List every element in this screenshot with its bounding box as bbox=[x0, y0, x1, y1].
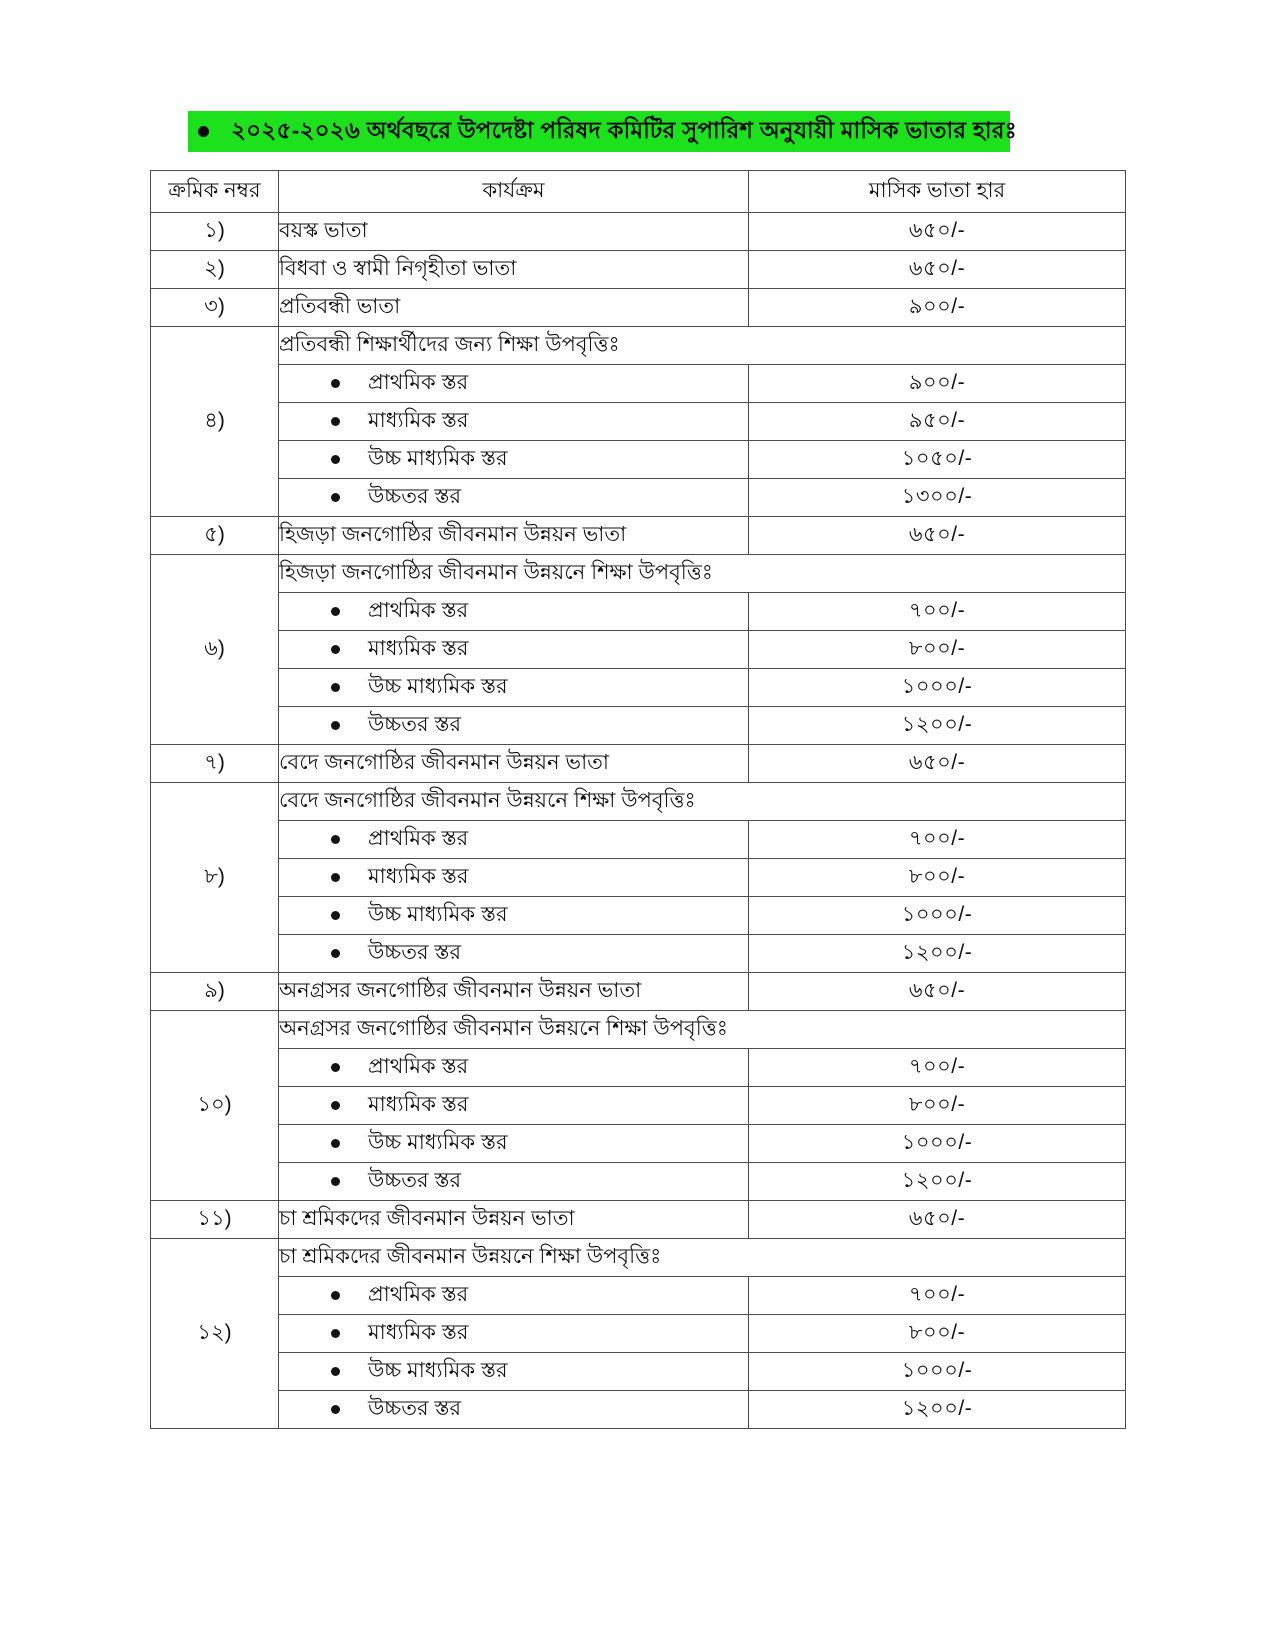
group-title-cell: প্রতিবন্ধী শিক্ষার্থীদের জন্য শিক্ষা উপবৃত্তিঃ bbox=[279, 327, 1126, 365]
bullet-row bbox=[151, 441, 1126, 479]
bullet-item bbox=[279, 1278, 748, 1313]
bullet-row bbox=[151, 631, 1126, 669]
header-row bbox=[151, 171, 1126, 213]
bullet-item-label: উচ্চ মাধ্যমিক স্তর bbox=[368, 1131, 508, 1154]
bullet-item bbox=[279, 442, 748, 477]
rate-cell: ১০০০/- bbox=[749, 1353, 1126, 1391]
serial-cell: ৫) bbox=[151, 517, 279, 555]
program-cell: বয়স্ক ভাতা bbox=[279, 213, 749, 251]
bullet-icon bbox=[331, 379, 340, 388]
bullet-item-label: প্রাথমিক স্তর bbox=[368, 827, 469, 850]
program-cell bbox=[279, 669, 749, 707]
bullet-item bbox=[279, 480, 748, 515]
group-title-cell: চা শ্রমিকদের জীবনমান উন্নয়নে শিক্ষা উপবৃত্তিঃ bbox=[279, 1239, 1126, 1277]
rate-cell: ৬৫০/- bbox=[749, 517, 1126, 555]
bullet-icon bbox=[331, 835, 340, 844]
bullet-row bbox=[151, 1049, 1126, 1087]
rate-cell: ৬৫০/- bbox=[749, 213, 1126, 251]
bullet-icon bbox=[331, 607, 340, 616]
bullet-row bbox=[151, 1163, 1126, 1201]
bullet-icon bbox=[331, 1367, 340, 1376]
rate-cell: ১২০০/- bbox=[749, 1163, 1126, 1201]
header-serial: ক্রমিক নম্বর bbox=[151, 171, 279, 213]
table-row bbox=[151, 745, 1126, 783]
bullet-icon bbox=[331, 1139, 340, 1148]
bullet-icon bbox=[331, 873, 340, 882]
serial-cell: ২) bbox=[151, 251, 279, 289]
bullet-icon bbox=[331, 645, 340, 654]
program-cell bbox=[279, 1353, 749, 1391]
program-cell bbox=[279, 1049, 749, 1087]
bullet-row bbox=[151, 1125, 1126, 1163]
rate-cell: ৯০০/- bbox=[749, 289, 1126, 327]
program-cell bbox=[279, 859, 749, 897]
bullet-icon bbox=[331, 455, 340, 464]
rate-cell: ৬৫০/- bbox=[749, 1201, 1126, 1239]
rate-cell: ১২০০/- bbox=[749, 935, 1126, 973]
bullet-icon bbox=[331, 493, 340, 502]
bullet-item bbox=[279, 594, 748, 629]
group-header-row bbox=[151, 555, 1126, 593]
program-cell bbox=[279, 897, 749, 935]
program-cell bbox=[279, 821, 749, 859]
program-cell bbox=[279, 403, 749, 441]
bullet-item bbox=[279, 822, 748, 857]
bullet-item-label: উচ্চ মাধ্যমিক স্তর bbox=[368, 447, 508, 470]
bullet-icon bbox=[331, 911, 340, 920]
bullet-item-label: মাধ্যমিক স্তর bbox=[368, 637, 469, 660]
group-header-row bbox=[151, 783, 1126, 821]
header-program: কার্যক্রম bbox=[279, 171, 749, 213]
program-cell bbox=[279, 1163, 749, 1201]
rate-cell: ৭০০/- bbox=[749, 1277, 1126, 1315]
allowance-table-container bbox=[150, 170, 1125, 1429]
rate-cell: ১০৫০/- bbox=[749, 441, 1126, 479]
bullet-item bbox=[279, 898, 748, 933]
bullet-item-label: মাধ্যমিক স্তর bbox=[368, 409, 469, 432]
serial-cell: ১০) bbox=[151, 1011, 279, 1201]
table-row bbox=[151, 251, 1126, 289]
program-cell: প্রতিবন্ধী ভাতা bbox=[279, 289, 749, 327]
table-row bbox=[151, 973, 1126, 1011]
bullet-row bbox=[151, 669, 1126, 707]
serial-cell: ৮) bbox=[151, 783, 279, 973]
serial-cell: ৭) bbox=[151, 745, 279, 783]
bullet-icon bbox=[331, 417, 340, 426]
bullet-icon bbox=[331, 1329, 340, 1338]
bullet-icon bbox=[331, 1405, 340, 1414]
bullet-row bbox=[151, 859, 1126, 897]
bullet-item-label: প্রাথমিক স্তর bbox=[368, 1283, 469, 1306]
rate-cell: ১০০০/- bbox=[749, 669, 1126, 707]
serial-cell: ১১) bbox=[151, 1201, 279, 1239]
serial-cell: ১২) bbox=[151, 1239, 279, 1429]
bullet-item bbox=[279, 670, 748, 705]
serial-cell: ১) bbox=[151, 213, 279, 251]
rate-cell: ৭০০/- bbox=[749, 821, 1126, 859]
bullet-row bbox=[151, 365, 1126, 403]
program-cell: বিধবা ও স্বামী নিগৃহীতা ভাতা bbox=[279, 251, 749, 289]
serial-cell: ৩) bbox=[151, 289, 279, 327]
bullet-item bbox=[279, 708, 748, 743]
rate-cell: ১০০০/- bbox=[749, 1125, 1126, 1163]
rate-cell: ৬৫০/- bbox=[749, 973, 1126, 1011]
rate-cell: ৮০০/- bbox=[749, 631, 1126, 669]
bullet-icon bbox=[331, 1177, 340, 1186]
serial-cell: ৪) bbox=[151, 327, 279, 517]
table-body bbox=[151, 213, 1126, 1429]
bullet-item-label: প্রাথমিক স্তর bbox=[368, 599, 469, 622]
program-cell bbox=[279, 1391, 749, 1429]
rate-cell: ৭০০/- bbox=[749, 593, 1126, 631]
rate-cell: ১২০০/- bbox=[749, 707, 1126, 745]
bullet-item-label: উচ্চতর স্তর bbox=[368, 485, 462, 508]
bullet-item-label: উচ্চ মাধ্যমিক স্তর bbox=[368, 903, 508, 926]
bullet-item bbox=[279, 632, 748, 667]
bullet-item bbox=[279, 1316, 748, 1351]
rate-cell: ৬৫০/- bbox=[749, 251, 1126, 289]
rate-cell: ১২০০/- bbox=[749, 1391, 1126, 1429]
bullet-item bbox=[279, 1392, 748, 1427]
program-cell bbox=[279, 365, 749, 403]
bullet-icon bbox=[331, 1291, 340, 1300]
rate-cell: ৮০০/- bbox=[749, 859, 1126, 897]
program-cell bbox=[279, 1087, 749, 1125]
program-cell: বেদে জনগোষ্ঠির জীবনমান উন্নয়ন ভাতা bbox=[279, 745, 749, 783]
rate-cell: ৯০০/- bbox=[749, 365, 1126, 403]
table-row bbox=[151, 289, 1126, 327]
bullet-item bbox=[279, 1164, 748, 1199]
title-highlight bbox=[188, 111, 1017, 152]
bullet-item-label: মাধ্যমিক স্তর bbox=[368, 1321, 469, 1344]
bullet-item bbox=[279, 936, 748, 971]
bullet-item bbox=[279, 1354, 748, 1389]
group-title-cell: বেদে জনগোষ্ঠির জীবনমান উন্নয়নে শিক্ষা উপবৃত্তিঃ bbox=[279, 783, 1126, 821]
bullet-item bbox=[279, 1088, 748, 1123]
bullet-item-label: উচ্চতর স্তর bbox=[368, 941, 462, 964]
bullet-row bbox=[151, 1353, 1126, 1391]
bullet-item-label: মাধ্যমিক স্তর bbox=[368, 1093, 469, 1116]
bullet-item bbox=[279, 1126, 748, 1161]
bullet-row bbox=[151, 1277, 1126, 1315]
program-cell bbox=[279, 1125, 749, 1163]
group-header-row bbox=[151, 1011, 1126, 1049]
program-cell bbox=[279, 1315, 749, 1353]
table-row bbox=[151, 517, 1126, 555]
bullet-item bbox=[279, 404, 748, 439]
bullet-row bbox=[151, 593, 1126, 631]
bullet-item bbox=[279, 860, 748, 895]
program-cell bbox=[279, 631, 749, 669]
program-cell: অনগ্রসর জনগোষ্ঠির জীবনমান উন্নয়ন ভাতা bbox=[279, 973, 749, 1011]
bullet-icon bbox=[331, 1101, 340, 1110]
group-header-row bbox=[151, 327, 1126, 365]
bullet-row bbox=[151, 1315, 1126, 1353]
bullet-item bbox=[279, 366, 748, 401]
group-title-cell: অনগ্রসর জনগোষ্ঠির জীবনমান উন্নয়নে শিক্ষা উপবৃত্তিঃ bbox=[279, 1011, 1126, 1049]
header-rate: মাসিক ভাতা হার bbox=[749, 171, 1126, 213]
rate-cell: ১০০০/- bbox=[749, 897, 1126, 935]
serial-cell: ৯) bbox=[151, 973, 279, 1011]
bullet-item-label: উচ্চতর স্তর bbox=[368, 1169, 462, 1192]
bullet-row bbox=[151, 1391, 1126, 1429]
program-cell bbox=[279, 441, 749, 479]
bullet-item-label: উচ্চতর স্তর bbox=[368, 1397, 462, 1420]
program-cell: চা শ্রমিকদের জীবনমান উন্নয়ন ভাতা bbox=[279, 1201, 749, 1239]
program-cell: হিজড়া জনগোষ্ঠির জীবনমান উন্নয়ন ভাতা bbox=[279, 517, 749, 555]
bullet-item-label: প্রাথমিক স্তর bbox=[368, 1055, 469, 1078]
bullet-row bbox=[151, 403, 1126, 441]
bullet-item-label: প্রাথমিক স্তর bbox=[368, 371, 469, 394]
bullet-row bbox=[151, 897, 1126, 935]
bullet-item-label: উচ্চ মাধ্যমিক স্তর bbox=[368, 1359, 508, 1382]
rate-cell: ৬৫০/- bbox=[749, 745, 1126, 783]
bullet-row bbox=[151, 821, 1126, 859]
bullet-row bbox=[151, 707, 1126, 745]
program-cell bbox=[279, 707, 749, 745]
bullet-item-label: উচ্চ মাধ্যমিক স্তর bbox=[368, 675, 508, 698]
program-cell bbox=[279, 479, 749, 517]
table-row bbox=[151, 213, 1126, 251]
rate-cell: ৮০০/- bbox=[749, 1315, 1126, 1353]
rate-cell: ১৩০০/- bbox=[749, 479, 1126, 517]
program-cell bbox=[279, 1277, 749, 1315]
bullet-icon bbox=[331, 683, 340, 692]
program-cell bbox=[279, 935, 749, 973]
bullet-icon bbox=[331, 721, 340, 730]
allowance-table bbox=[150, 170, 1126, 1429]
serial-cell: ৬) bbox=[151, 555, 279, 745]
title-bullet-icon bbox=[198, 126, 209, 137]
rate-cell: ৯৫০/- bbox=[749, 403, 1126, 441]
program-cell bbox=[279, 593, 749, 631]
group-header-row bbox=[151, 1239, 1126, 1277]
bullet-item bbox=[279, 1050, 748, 1085]
page-title: ২০২৫-২০২৬ অর্থবছরে উপদেষ্টা পরিষদ কমিটির সুপারিশ অনুযায়ী মাসিক ভাতার হারঃ bbox=[231, 117, 1017, 143]
bullet-item-label: মাধ্যমিক স্তর bbox=[368, 865, 469, 888]
rate-cell: ৮০০/- bbox=[749, 1087, 1126, 1125]
bullet-row bbox=[151, 935, 1126, 973]
rate-cell: ৭০০/- bbox=[749, 1049, 1126, 1087]
bullet-row bbox=[151, 479, 1126, 517]
bullet-icon bbox=[331, 1063, 340, 1072]
bullet-icon bbox=[331, 949, 340, 958]
bullet-row bbox=[151, 1087, 1126, 1125]
group-title-cell: হিজড়া জনগোষ্ঠির জীবনমান উন্নয়নে শিক্ষা উপবৃত্তিঃ bbox=[279, 555, 1126, 593]
table-row bbox=[151, 1201, 1126, 1239]
bullet-item-label: উচ্চতর স্তর bbox=[368, 713, 462, 736]
